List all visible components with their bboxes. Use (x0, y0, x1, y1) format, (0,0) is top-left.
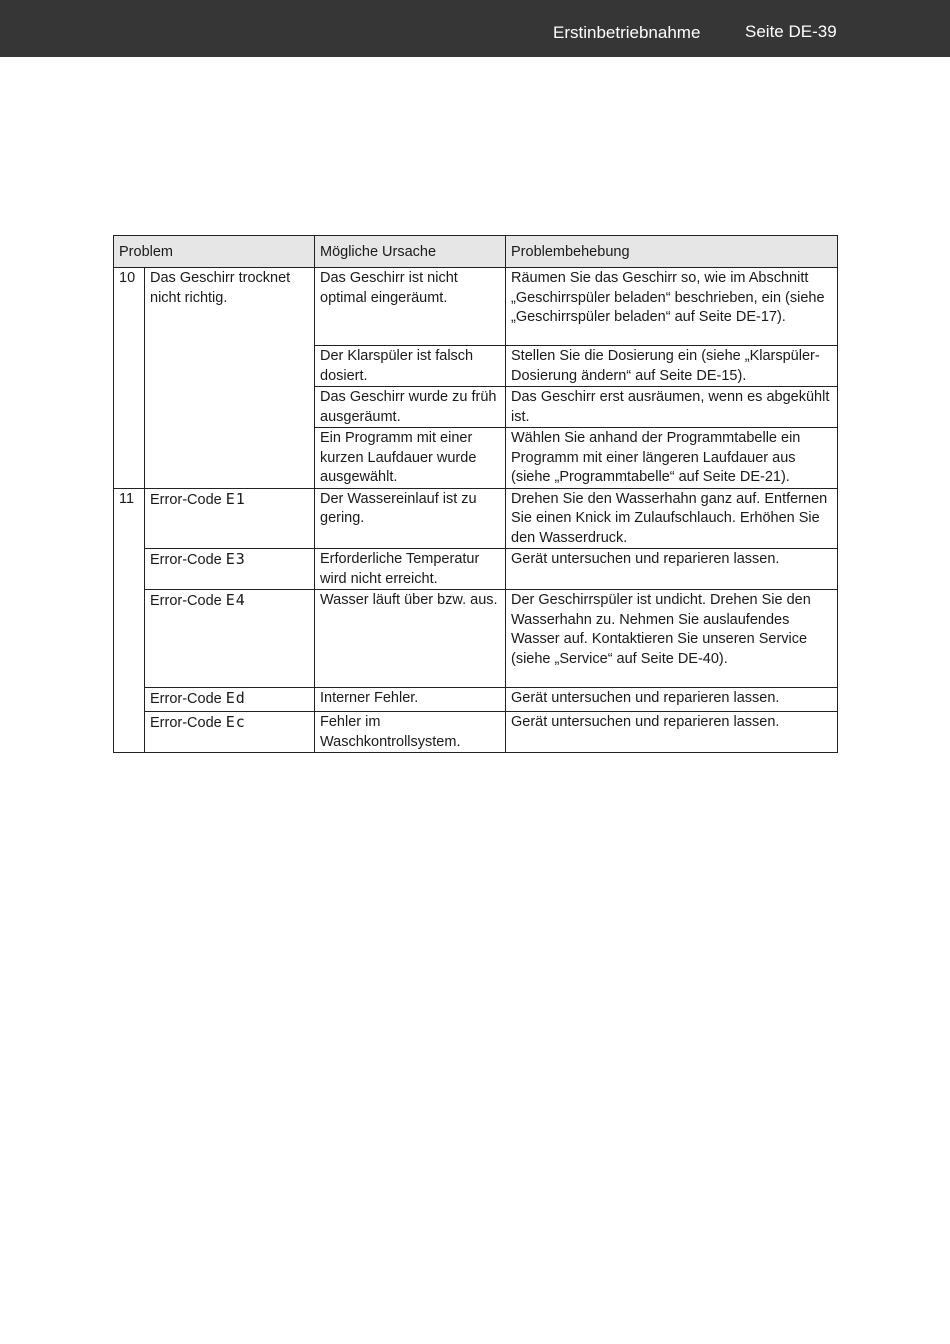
error-code: E3 (225, 550, 246, 568)
table-row (114, 712, 838, 753)
problem-number: 11 (114, 488, 145, 753)
remedy-cell: Räumen Sie das Geschirr so, wie im Abschnitt „Geschirrspüler beladen“ beschrieben, ein (siehe „Geschirrspüler beladen“ auf Seite DE-17). (506, 268, 838, 346)
remedy-cell: Gerät untersuchen und reparieren lassen. (506, 549, 838, 590)
error-code-label: Error-Code (150, 691, 222, 707)
remedy-cell: Gerät untersuchen und reparieren lassen. (506, 712, 838, 753)
error-code-cell (145, 688, 315, 712)
error-code: E1 (225, 489, 246, 508)
error-code-label: Error-Code (150, 552, 222, 568)
cause-cell: Fehler im Waschkontrollsystem. (315, 712, 506, 753)
table-row (114, 268, 838, 346)
remedy-cell: Wählen Sie anhand der Programmtabelle ein Programm mit einer längeren Laufdauer aus (siehe „Programmtabelle“ auf Seite DE-21). (506, 428, 838, 489)
cause-cell: Interner Fehler. (315, 688, 506, 712)
cause-cell: Erforderliche Temperatur wird nicht erreicht. (315, 549, 506, 590)
section-title: Erstinbetriebnahme (553, 23, 701, 42)
table-row (114, 549, 838, 590)
problem-description: Das Geschirr trocknet nicht richtig. (145, 268, 315, 489)
cause-cell: Das Geschirr ist nicht optimal eingeräumt. (315, 268, 506, 346)
header-cause: Mögliche Ursache (315, 236, 506, 268)
table-row (114, 590, 838, 688)
error-code-label: Error-Code (150, 593, 222, 609)
table-row (114, 688, 838, 712)
remedy-cell: Der Geschirrspüler ist undicht. Drehen Sie den Wasserhahn zu. Nehmen Sie auslaufendes Wasser auf. Kontaktieren Sie unseren Service (siehe „Service“ auf Seite DE-40). (506, 590, 838, 688)
cause-cell: Der Klarspüler ist falsch dosiert. (315, 346, 506, 387)
remedy-cell: Stellen Sie die Dosierung ein (siehe „Klarspüler-Dosierung ändern“ auf Seite DE-15). (506, 346, 838, 387)
error-code: E4 (225, 591, 246, 609)
error-code-cell (145, 712, 315, 753)
troubleshooting-table (113, 235, 838, 753)
remedy-cell: Gerät untersuchen und reparieren lassen. (506, 688, 838, 712)
cause-cell: Der Wassereinlauf ist zu gering. (315, 488, 506, 549)
error-code-label: Error-Code (150, 491, 222, 508)
header-remedy: Problembehebung (506, 236, 838, 268)
table-header-row (114, 236, 838, 268)
cause-cell: Ein Programm mit einer kurzen Laufdauer wurde ausgewählt. (315, 428, 506, 489)
problem-number: 10 (114, 268, 145, 489)
error-code-cell (145, 549, 315, 590)
table-row (114, 488, 838, 549)
remedy-cell: Das Geschirr erst ausräumen, wenn es abgekühlt ist. (506, 387, 838, 428)
page-header (0, 0, 950, 57)
page-number: Seite DE-39 (745, 22, 837, 41)
error-code: Ed (225, 689, 246, 707)
error-code: Ec (225, 713, 246, 731)
cause-cell: Das Geschirr wurde zu früh ausgeräumt. (315, 387, 506, 428)
error-code-cell (145, 590, 315, 688)
error-code-label: Error-Code (150, 715, 222, 731)
cause-cell: Wasser läuft über bzw. aus. (315, 590, 506, 688)
header-problem: Problem (114, 236, 315, 268)
remedy-cell: Drehen Sie den Wasserhahn ganz auf. Entfernen Sie einen Knick im Zulaufschlauch. Erhöhen Sie den Wasserdruck. (506, 488, 838, 549)
error-code-cell (145, 488, 315, 549)
